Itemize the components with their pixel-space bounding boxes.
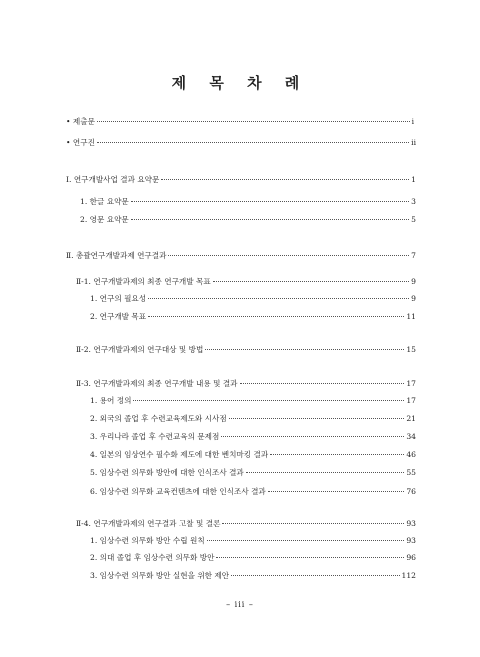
toc-entry-page: 9 — [411, 277, 416, 286]
toc-entry[interactable] — [66, 251, 416, 261]
toc-entry[interactable] — [76, 345, 416, 355]
toc-entry[interactable] — [90, 487, 416, 497]
leader-dots — [246, 472, 405, 473]
toc-entry-label: Ⅱ-4. 연구개발과제의 연구결과 고찰 및 결론 — [76, 519, 221, 528]
toc-entry[interactable] — [76, 277, 416, 287]
toc-entry[interactable] — [66, 175, 416, 185]
toc-entry-label: 3. 임상수련 의무화 방안 실현을 위한 제안 — [90, 571, 230, 580]
leader-dots — [268, 491, 405, 492]
toc-entry-page: 55 — [406, 468, 416, 477]
leader-dots — [168, 255, 409, 256]
toc-entry-label: 1. 용어 정의 — [90, 396, 132, 405]
toc-entry-label: 1. 임상수련 의무화 방안 수립 원칙 — [90, 536, 205, 545]
leader-dots — [133, 400, 404, 401]
toc-entry-label: 1. 연구의 필요성 — [90, 294, 147, 303]
toc-entry-label: 1. 한글 요약문 — [80, 197, 129, 206]
toc-entry[interactable] — [90, 468, 416, 478]
toc-entry-page: 93 — [406, 519, 416, 528]
leader-dots — [148, 316, 404, 317]
toc-entry-label: 4. 일본의 임상연수 필수화 제도에 대한 벤치마킹 결과 — [90, 450, 269, 459]
leader-dots — [229, 418, 405, 419]
toc-entry-page: 11 — [406, 312, 416, 321]
toc-entry[interactable] — [90, 312, 416, 322]
leader-dots — [222, 523, 404, 524]
toc-entry-page: 3 — [411, 197, 416, 206]
leader-dots — [97, 121, 410, 122]
toc-entry[interactable] — [76, 519, 416, 529]
leader-dots — [213, 281, 409, 282]
toc-entry-page: 112 — [401, 571, 416, 580]
toc-entry-label: 2. 영문 요약문 — [80, 215, 129, 224]
toc-entry-label: 6. 임상수련 의무화 교육컨텐츠에 대한 인식조사 결과 — [90, 487, 266, 496]
toc-entry-label: 2. 의대 졸업 후 임상수련 의무화 방안 — [90, 553, 215, 562]
leader-dots — [240, 383, 405, 384]
toc-entry-page: i — [411, 117, 414, 126]
toc-entry[interactable] — [90, 536, 416, 546]
toc-entry-page: 15 — [406, 345, 416, 354]
toc-entry[interactable] — [90, 414, 416, 424]
leader-dots — [207, 540, 405, 541]
toc-entry[interactable] — [90, 294, 416, 304]
page-title: 제 목 차 례 — [171, 74, 309, 92]
toc-entry-label: Ⅰ. 연구개발사업 결과 요약문 — [66, 175, 160, 184]
toc-entry-label: 5. 임상수련 의무화 방안에 대한 인식조사 결과 — [90, 468, 244, 477]
toc-entry-page: 17 — [406, 396, 416, 405]
leader-dots — [216, 557, 404, 558]
toc-entry[interactable] — [80, 215, 416, 225]
toc-entry-label: 3. 우리나라 졸업 후 수련교육의 문제점 — [90, 432, 220, 441]
leader-dots — [161, 179, 409, 180]
toc-entry[interactable] — [90, 432, 416, 442]
toc-entry[interactable] — [90, 571, 416, 581]
leader-dots — [97, 142, 409, 143]
toc-entry-page: 34 — [406, 432, 416, 441]
leader-dots — [131, 201, 409, 202]
toc-entry[interactable] — [90, 450, 416, 460]
toc-entry-page: 76 — [406, 487, 416, 496]
leader-dots — [221, 436, 404, 437]
toc-entry-page: 1 — [411, 175, 416, 184]
leader-dots — [231, 575, 399, 576]
toc-entry-label: • 연구진 — [66, 138, 95, 147]
toc-entry-page: 21 — [406, 414, 416, 423]
toc-entry[interactable] — [90, 553, 416, 563]
toc-entry-label: 2. 외국의 졸업 후 수련교육제도와 시사점 — [90, 414, 227, 423]
toc-entry-label: Ⅱ-3. 연구개발과제의 최종 연구개발 내용 및 결과 — [76, 379, 238, 388]
toc-entry-label: Ⅱ-1. 연구개발과제의 최종 연구개발 목표 — [76, 277, 211, 286]
leader-dots — [270, 454, 404, 455]
toc-entry-label: Ⅱ-2. 연구개발과제의 연구대상 및 방법 — [76, 345, 204, 354]
toc-entry[interactable] — [66, 138, 416, 148]
toc-entry[interactable] — [80, 197, 416, 207]
toc-entry[interactable] — [76, 379, 416, 389]
leader-dots — [205, 349, 404, 350]
toc-entry-label: • 제출문 — [66, 117, 95, 126]
toc-entry-page: 46 — [406, 450, 416, 459]
leader-dots — [131, 219, 409, 220]
toc-entry-page: 96 — [406, 553, 416, 562]
toc-entry-page: 9 — [411, 294, 416, 303]
toc-entry-page: 17 — [406, 379, 416, 388]
toc-entry-page: ii — [411, 138, 416, 147]
toc-entry[interactable] — [66, 117, 414, 127]
page-number-footer: – iii – — [226, 600, 254, 609]
toc-entry[interactable] — [90, 396, 416, 406]
toc-entry-page: 93 — [406, 536, 416, 545]
toc-entry-label: 2. 연구개발 목표 — [90, 312, 147, 321]
leader-dots — [148, 298, 409, 299]
toc-entry-label: Ⅱ. 총괄연구개발과제 연구결과 — [66, 251, 167, 260]
toc-entry-page: 5 — [411, 215, 416, 224]
toc-entry-page: 7 — [411, 251, 416, 260]
